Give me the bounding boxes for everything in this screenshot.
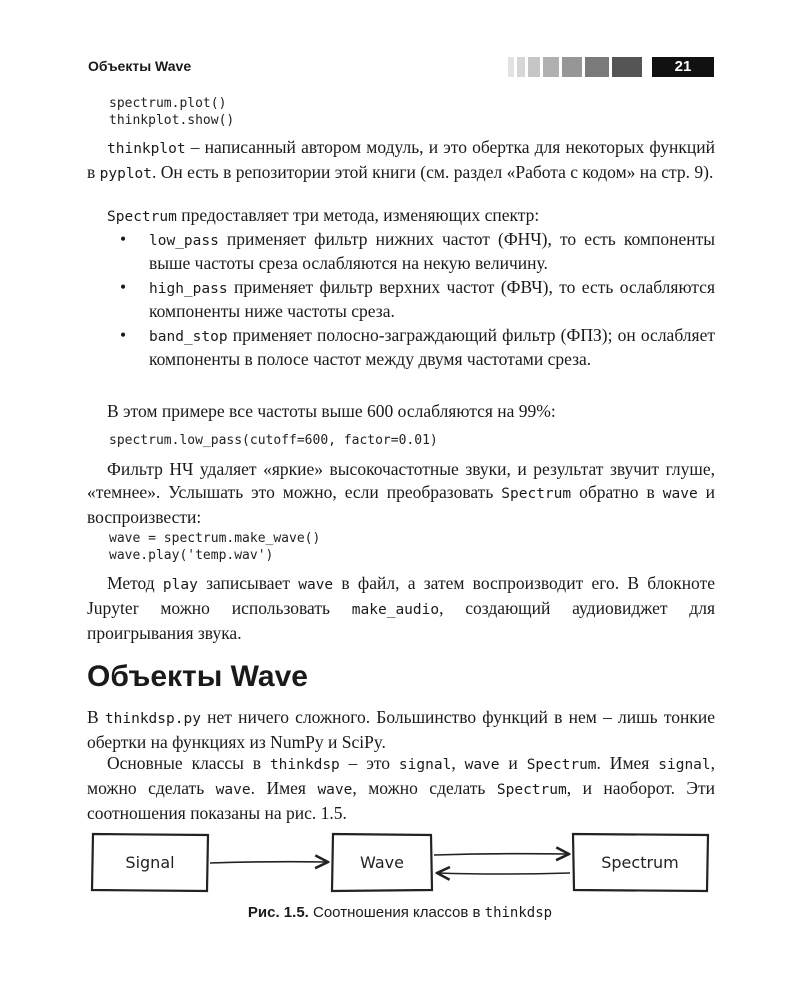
- code-block-make-wave: [109, 530, 320, 564]
- paragraph-text: ,: [451, 753, 465, 773]
- inline-code: make_audio: [351, 602, 440, 618]
- wave-label: Wave: [360, 853, 404, 872]
- signal-box: [92, 834, 208, 891]
- paragraph-thinkdsp-intro: [87, 706, 715, 754]
- list-item-text: применяет полосно-заграждающий фильтр (ФПЗ); он ослабляет компоненты в полосе частот между двумя частотами среза.: [149, 325, 715, 369]
- inline-code: Spectrum: [496, 782, 567, 798]
- inline-code: thinkdsp: [484, 905, 553, 921]
- inline-code: Spectrum: [501, 486, 572, 502]
- inline-code: wave: [662, 486, 698, 502]
- inline-code: signal: [658, 757, 711, 773]
- paragraph-text: Метод: [107, 573, 163, 593]
- paragraph-text: Основные классы в: [107, 753, 270, 773]
- inline-code: low_pass: [149, 233, 219, 249]
- inline-code: thinkplot: [107, 141, 186, 157]
- code-line: wave = spectrum.make_wave(): [109, 531, 321, 546]
- inline-code: wave: [464, 757, 500, 773]
- section-title: Объекты Wave: [87, 660, 308, 693]
- inline-code: play: [162, 577, 198, 593]
- paragraph-text: обратно в: [571, 482, 663, 502]
- paragraph-text: . Имея: [596, 753, 659, 773]
- paragraph-play-method: [87, 572, 715, 645]
- paragraph-text: , можно сделать: [352, 778, 497, 798]
- paragraph-text: , создающий аудиовиджет для проигрывания звука.: [87, 598, 715, 643]
- header-decoration-bars: [508, 57, 645, 77]
- paragraph-example: В этом примере все частоты выше 600 ослабляются на 99%:: [107, 401, 556, 421]
- paragraph-text: записывает: [197, 573, 299, 593]
- paragraph-text: , можно сделать: [87, 753, 716, 798]
- inline-code: pyplot: [99, 166, 153, 182]
- page-number: 21: [652, 57, 714, 77]
- paragraph-text: и воспроизвести:: [87, 482, 715, 527]
- inline-code: thinkdsp: [269, 757, 340, 773]
- class-relationship-diagram: [0, 820, 800, 910]
- paragraph-text: – это: [339, 753, 399, 773]
- paragraph-spectrum-methods: [87, 204, 715, 229]
- paragraph-text: в файл, а затем воспроизводит его. В блокноте Jupyter можно использовать: [87, 573, 715, 618]
- inline-code: thinkdsp.py: [104, 711, 201, 727]
- paragraph-thinkplot: [87, 136, 715, 186]
- arrow-spectrum-to-wave: [437, 873, 570, 874]
- inline-code: high_pass: [149, 281, 228, 297]
- inline-code: Spectrum: [107, 209, 177, 225]
- method-list: [108, 228, 715, 372]
- inline-code: wave: [215, 782, 251, 798]
- inline-code: Spectrum: [526, 757, 597, 773]
- paragraph-text: . Он есть в репозитории этой книги (см. раздел «Работа с кодом» на стр. 9).: [152, 162, 714, 182]
- paragraph-core-classes: [87, 752, 715, 825]
- inline-code: wave: [298, 577, 334, 593]
- figure-caption: [0, 904, 800, 921]
- code-block-low-pass: spectrum.low_pass(cutoff=600, factor=0.01): [109, 433, 438, 448]
- paragraph-text: – написанный автором модуль, и это обертка для некоторых функций в: [87, 137, 715, 182]
- list-item-text: применяет фильтр верхних частот (ФВЧ), то есть ослабляются компоненты ниже частоты среза.: [149, 277, 715, 321]
- wave-box: [332, 834, 432, 891]
- list-item: • band_stop применяет полосно-заграждающий фильтр (ФПЗ); он ослабляет компоненты в полосе частот между двумя частотами среза.: [120, 325, 715, 369]
- code-line: spectrum.plot(): [109, 96, 227, 111]
- paragraph-text: Фильтр НЧ удаляет «яркие» высокочастотные звуки, и результат звучит глуше, «темнее». Услышать это можно, если преобразовать: [87, 459, 715, 502]
- list-item: • low_pass применяет фильтр нижних частот (ФНЧ), то есть компоненты выше частоты среза ослабляются на некую величину.: [120, 229, 715, 273]
- inline-code: signal: [398, 757, 452, 773]
- arrow-signal-to-wave: [210, 862, 328, 863]
- spectrum-box: [573, 834, 708, 891]
- paragraph-lowpass-effect: [87, 458, 715, 529]
- inline-code: wave: [317, 782, 353, 798]
- paragraph-text: и: [499, 753, 527, 773]
- paragraph-text: . Имея: [250, 778, 318, 798]
- caption-label: Рис. 1.5.: [247, 904, 309, 921]
- code-line: thinkplot.show(): [109, 113, 235, 128]
- inline-code: band_stop: [149, 329, 228, 345]
- signal-label: Signal: [125, 853, 175, 872]
- paragraph-text: нет ничего сложного. Большинство функций в нем – лишь тонкие обертки на функциях из NumPy и SciPy.: [87, 707, 715, 752]
- code-line: wave.play('temp.wav'): [109, 548, 274, 563]
- paragraph-text: предоставляет три метода, изменяющих спектр:: [176, 205, 540, 225]
- list-item-text: применяет фильтр нижних частот (ФНЧ), то есть компоненты выше частоты среза ослабляются на некую величину.: [149, 229, 715, 273]
- running-title: Объекты Wave: [88, 58, 192, 74]
- spectrum-label: Spectrum: [601, 853, 679, 872]
- paragraph-text: В: [87, 707, 105, 727]
- arrow-wave-to-spectrum: [434, 854, 569, 855]
- paragraph-text: , и наоборот. Эти соотношения показаны на рис. 1.5.: [87, 778, 715, 823]
- code-block-plot: [109, 95, 234, 129]
- list-item: • high_pass применяет фильтр верхних частот (ФВЧ), то есть ослабляются компоненты ниже частоты среза.: [120, 277, 715, 321]
- caption-text: Соотношения классов в: [308, 904, 485, 921]
